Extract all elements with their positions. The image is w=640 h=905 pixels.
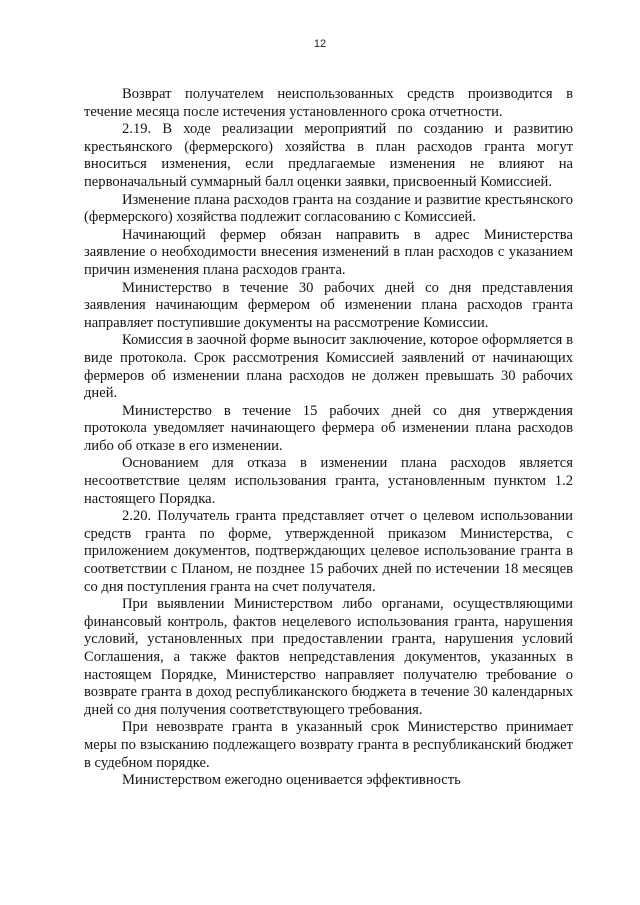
paragraph: 2.19. В ходе реализации мероприятий по созданию и развитию крестьянского (фермерского) хозяйства в план расходов гранта могут вноситься изменения, если предлагаемые изменения не влияют на первоначальный суммарный балл оценки заявки, присвоенный Комиссией.	[84, 121, 573, 190]
paragraph: Изменение плана расходов гранта на создание и развитие крестьянского (фермерского) хозяйства подлежит согласованию с Комиссией.	[84, 191, 573, 226]
paragraph: Основанием для отказа в изменении плана расходов является несоответствие целям использования гранта, установленным пунктом 1.2 настоящего Порядка.	[84, 455, 573, 507]
paragraph: 2.20. Получатель гранта представляет отчет о целевом использовании средств гранта по форме, утвержденной приказом Министерства, с приложением документов, подтверждающих целевое использование гранта в соответствии с Планом, не позднее 15 рабочих дней по истечении 18 месяцев со дня поступления гранта на счет получателя.	[84, 508, 573, 595]
page-number: 12	[313, 38, 327, 50]
paragraph: Комиссия в заочной форме выносит заключение, которое оформляется в виде протокола. Срок рассмотрения Комиссией заявлений от начинающих фермеров об изменении плана расходов не должен превышать 30 рабочих дней.	[84, 332, 573, 402]
paragraph: Министерством ежегодно оценивается эффективность	[122, 772, 461, 789]
paragraph: Возврат получателем неиспользованных средств производится в течение месяца после истечения установленного срока отчетности.	[84, 86, 573, 120]
paragraph: Министерство в течение 30 рабочих дней со дня представления заявления начинающим фермером об изменении плана расходов гранта направляет поступившие документы на рассмотрение Комиссии.	[84, 279, 573, 331]
paragraph: При выявлении Министерством либо органами, осуществляющими финансовый контроль, фактов нецелевого использования гранта, нарушения условий, установленных при предоставлении гранта, нарушения условий Соглашения, а также фактов непредставления документов, указанных в настоящем Порядке, Министерство направляет получателю требование о возврате гранта в доход республиканского бюджета в течение 30 календарных дней со дня получения соответствующего требования.	[84, 596, 573, 718]
paragraph: Начинающий фермер обязан направить в адрес Министерства заявление о необходимости внесения изменений в план расходов с указанием причин изменения плана расходов гранта.	[84, 226, 573, 278]
document-body	[84, 86, 573, 790]
paragraph: При невозврате гранта в указанный срок Министерство принимает меры по взысканию подлежащего возврату гранта в республиканский бюджет в судебном порядке.	[84, 719, 573, 771]
paragraph: Министерство в течение 15 рабочих дней со дня утверждения протокола уведомляет начинающего фермера об изменении плана расходов либо об отказе в его изменении.	[84, 402, 573, 454]
